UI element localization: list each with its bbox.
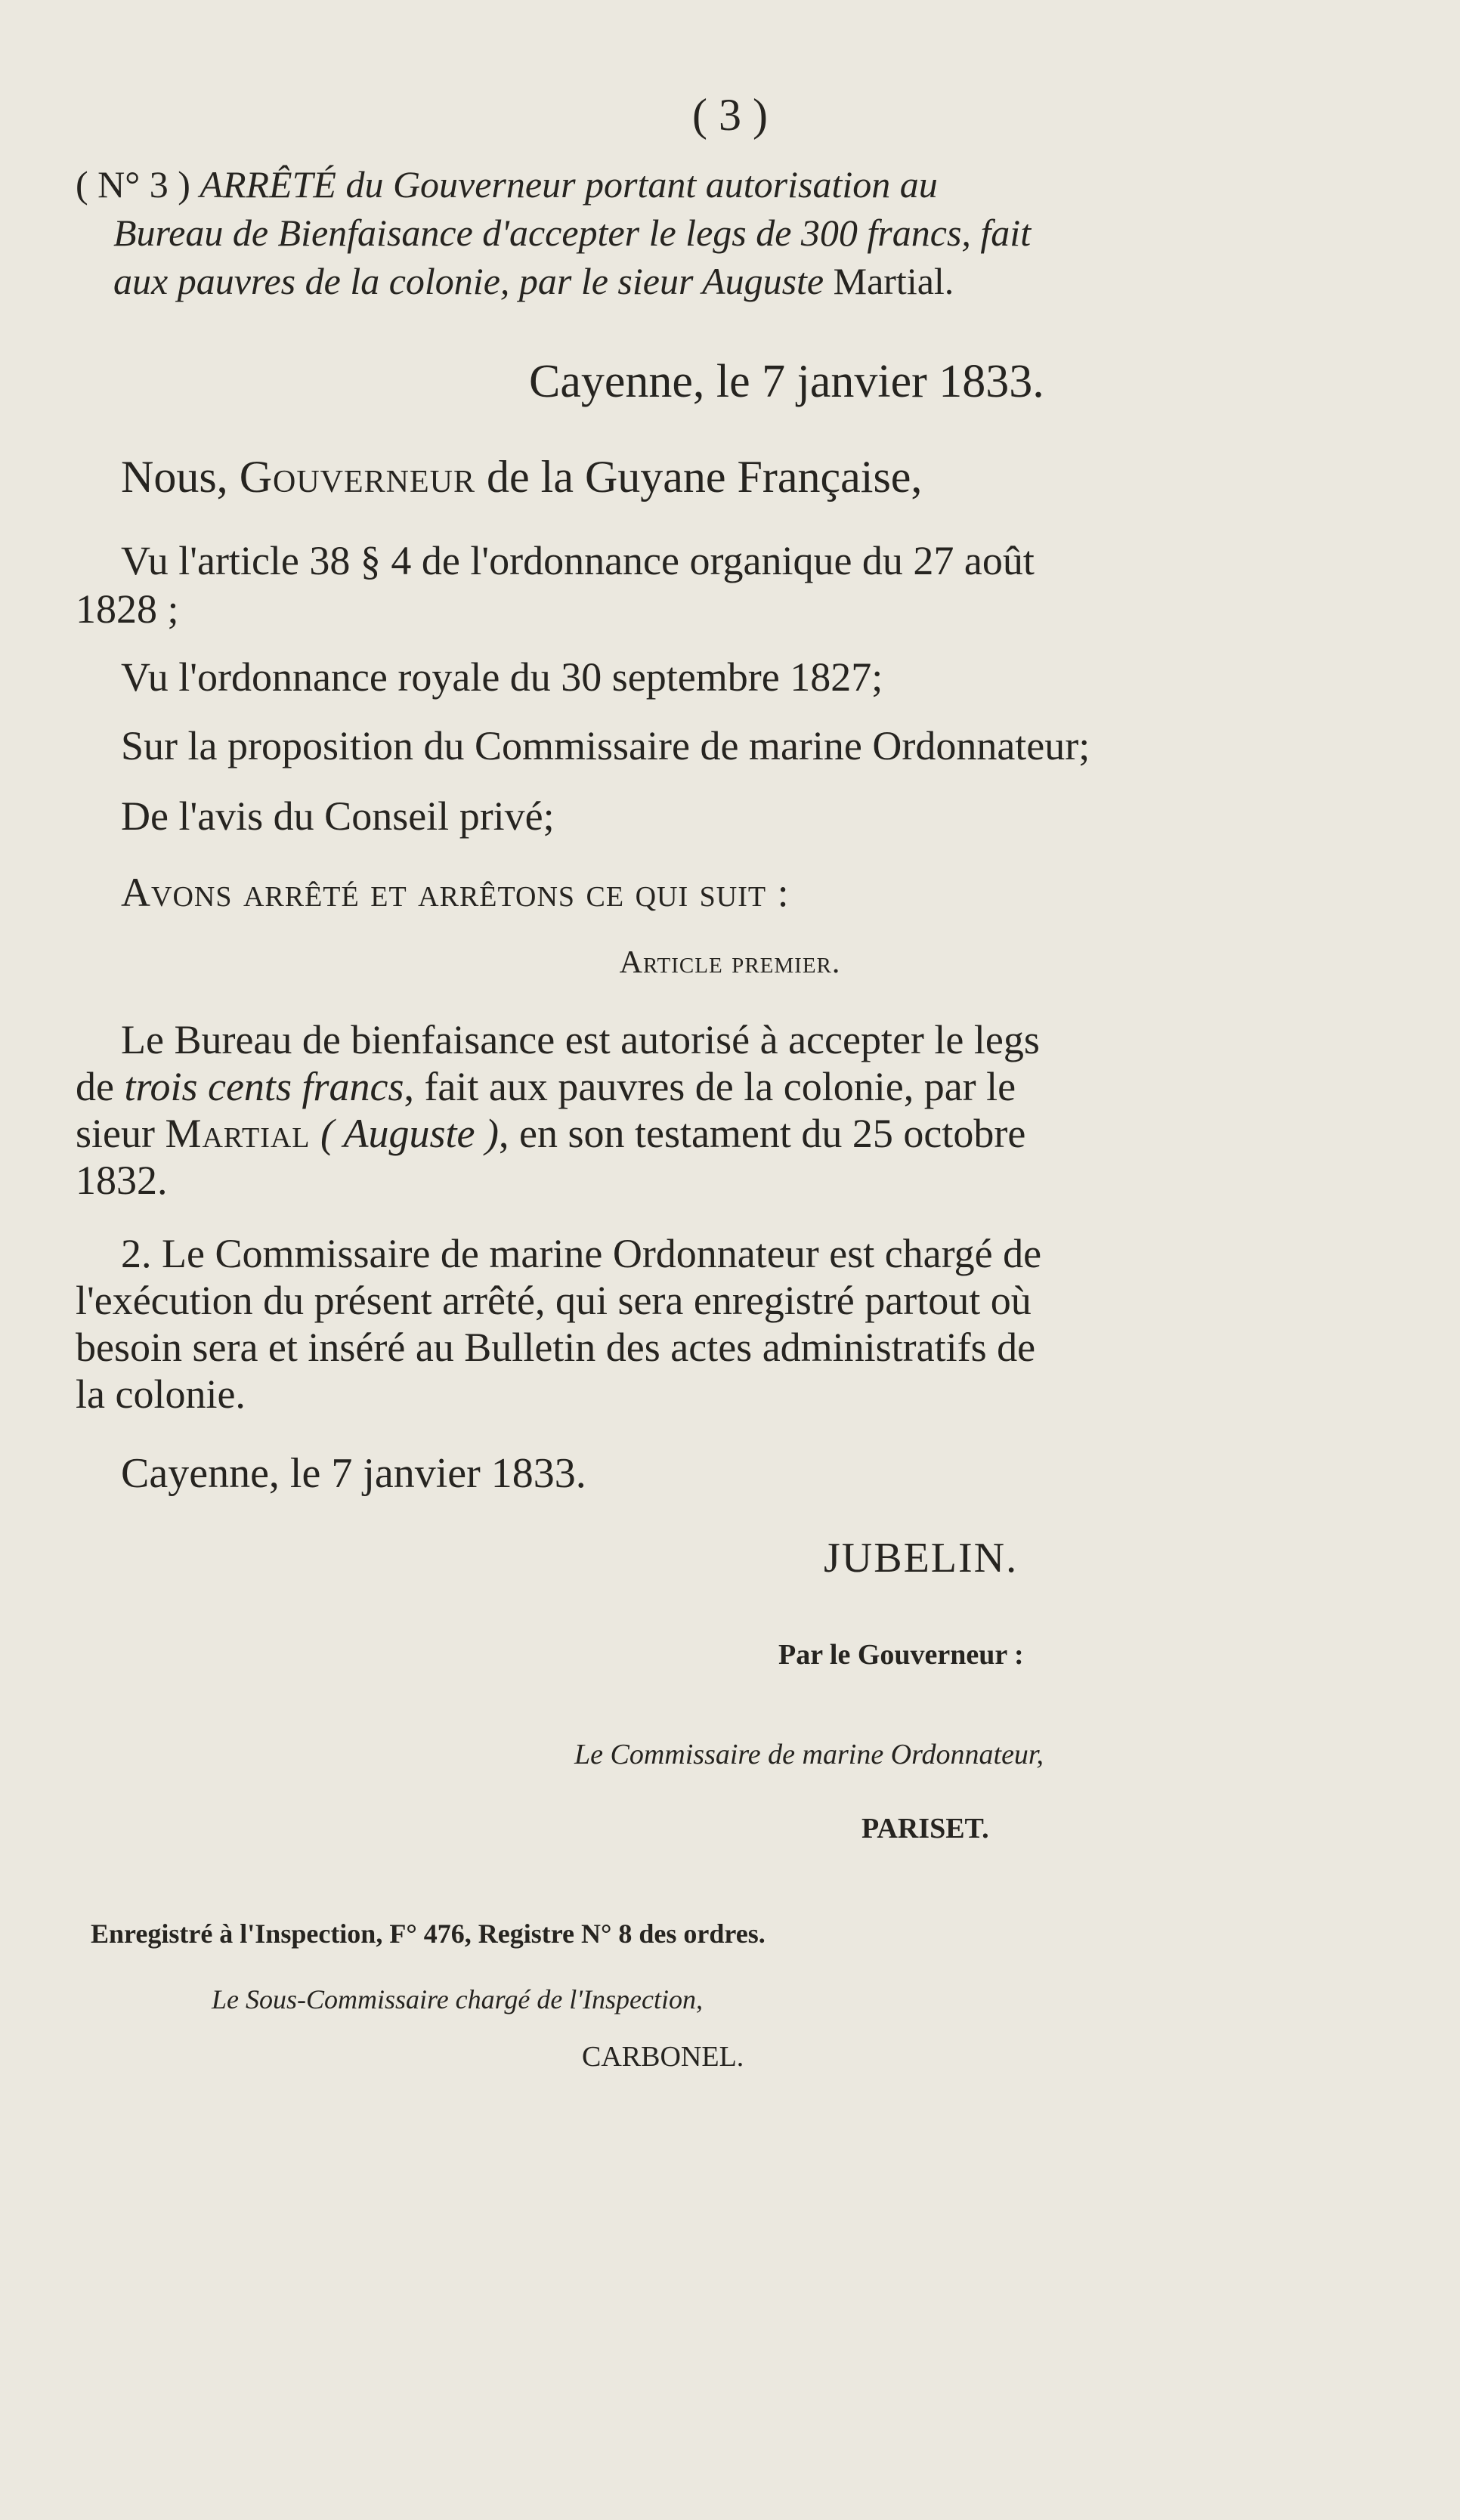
title-line-1: [76, 160, 1254, 209]
title-line-2: Bureau de Bienfaisance d'accepter le legs de 300 francs, fait: [113, 212, 1032, 254]
visa-proposition: [76, 722, 1254, 770]
visa-article-line-1: Vu l'article 38 § 4 de l'ordonnance organique du 27 août: [121, 538, 1035, 583]
visa-ordinance-text: Vu l'ordonnance royale du 30 septembre 1827;: [121, 654, 883, 700]
governor-signature: JUBELIN.: [824, 1535, 1019, 1582]
preamble-rest: de la Guyane Française,: [487, 452, 923, 502]
visa-article: [76, 536, 1254, 633]
registration-note: Enregistré à l'Inspection, F° 476, Registre N° 8 des ordres.: [91, 1919, 766, 1949]
article-heading: Article premier.: [619, 945, 841, 980]
article-1-text: , en son testament du 25 octobre: [498, 1111, 1026, 1156]
visa-ordinance: [76, 653, 1254, 701]
document-title: [76, 160, 1254, 305]
visa-council-text: De l'avis du Conseil privé;: [121, 793, 555, 839]
article-1-line-1: Le Bureau de bienfaisance est autorisé à accepter le legs: [121, 1017, 1040, 1062]
dateline: Cayenne, le 7 janvier 1833.: [529, 356, 1044, 407]
preamble: [121, 451, 922, 503]
testator-first-name: ( Auguste ): [320, 1111, 499, 1156]
article-1-text: , fait aux pauvres de la colonie, par le: [404, 1064, 1016, 1109]
title-name: Martial.: [833, 260, 954, 302]
article-2-line-3: besoin sera et inséré au Bulletin des actes administratifs de: [76, 1325, 1036, 1370]
sub-commissioner-title: Le Sous-Commissaire chargé de l'Inspection,: [212, 1984, 703, 2014]
decree-formula: Avons arrêté et arrêtons ce qui suit :: [121, 870, 790, 915]
page-number: ( 3 ): [692, 90, 768, 140]
testator-name: Martial: [165, 1111, 311, 1156]
article-2-line-1: 2. Le Commissaire de marine Ordonnateur est chargé de: [121, 1231, 1042, 1276]
article-2-line-4: la colonie.: [76, 1371, 246, 1417]
title-heading: ARRÊTÉ: [200, 163, 336, 206]
commissioner-name: PARISET.: [861, 1813, 989, 1844]
visa-article-line-2: 1828 ;: [76, 586, 179, 632]
title-line-3: [76, 257, 1254, 305]
preamble-governor: Gouverneur: [239, 452, 476, 502]
commissioner-title: Le Commissaire de marine Ordonnateur,: [574, 1739, 1044, 1770]
article-1-line-3: [76, 1110, 1254, 1157]
article-1-line-4: 1832.: [76, 1158, 168, 1203]
legacy-amount: trois cents francs: [124, 1064, 404, 1109]
article-1-line-2: [76, 1063, 1254, 1110]
by-governor: Par le Gouverneur :: [778, 1639, 1024, 1671]
title-line-3-italic: aux pauvres de la colonie, par le sieur Auguste: [113, 260, 824, 302]
preamble-nous: Nous,: [121, 452, 228, 502]
visa-council: [76, 792, 1254, 840]
article-1: [76, 1016, 1254, 1204]
visa-proposition-text: Sur la proposition du Commissaire de marine Ordonnateur;: [121, 723, 1090, 768]
article-1-text: sieur: [76, 1111, 155, 1156]
article-2-line-2: l'exécution du présent arrêté, qui sera enregistré partout où: [76, 1278, 1032, 1323]
closing-date: Cayenne, le 7 janvier 1833.: [121, 1450, 586, 1497]
title-line-1-rest: du Gouverneur portant autorisation au: [345, 163, 938, 206]
title-number: ( N° 3 ): [76, 163, 190, 206]
article-2: [76, 1230, 1254, 1418]
sub-commissioner-name: CARBONEL.: [582, 2041, 744, 2073]
article-1-text: de: [76, 1064, 114, 1109]
